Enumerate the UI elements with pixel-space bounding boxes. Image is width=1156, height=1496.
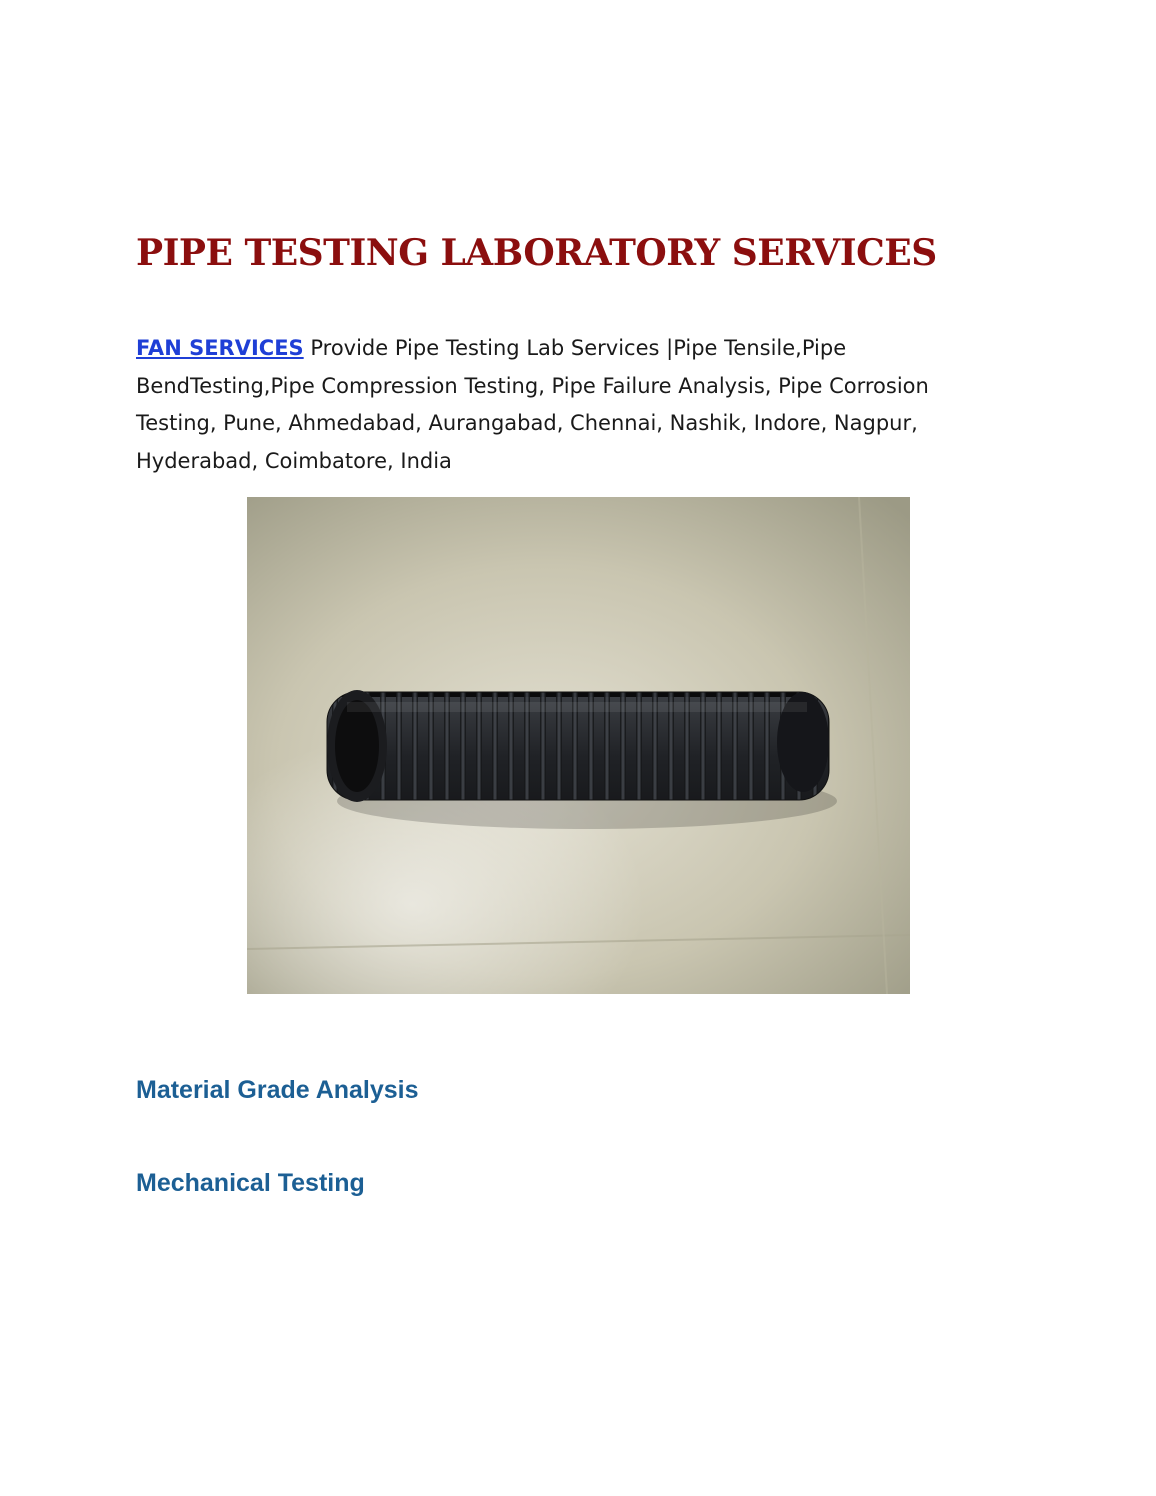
fan-services-link[interactable]: FAN SERVICES <box>136 336 304 360</box>
intro-paragraph <box>136 330 986 480</box>
page-title: PIPE TESTING LABORATORY SERVICES <box>136 232 937 274</box>
corrugated-pipe-photo <box>247 497 910 994</box>
section-heading-mechanical-testing: Mechanical Testing <box>136 1169 365 1197</box>
section-heading-material-grade-analysis: Material Grade Analysis <box>136 1076 419 1104</box>
intro-text: Provide Pipe Testing Lab Services |Pipe Tensile,Pipe BendTesting,Pipe Compression Testing, Pipe Failure Analysis, Pipe Corrosion Testing, Pune, Ahmedabad, Aurangabad, Chennai, Nashik, Indore, Nagpur, Hyderabad, Coimbatore, India <box>136 336 929 473</box>
